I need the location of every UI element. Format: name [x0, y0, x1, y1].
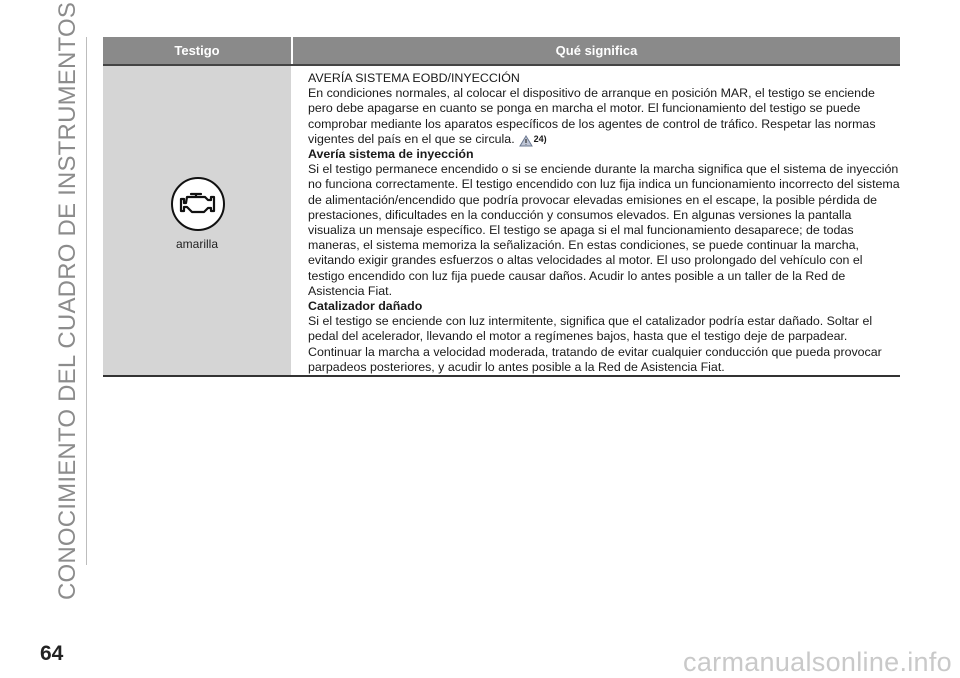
- intro-text: En condiciones normales, al colocar el dispositivo de arranque en posición MAR, el testigo se enciende pero debe apagarse en cuanto se ponga en marcha el motor. El funcionamiento del testigo se puede comprobar mediante los aparatos específicos de los agentes de control de tráfico. Respetar las normas vigentes del país en el que se circula.: [308, 86, 876, 146]
- page-number: 64: [40, 642, 64, 665]
- warning-triangle-icon: [519, 135, 533, 147]
- chapter-title-vertical: [40, 1, 96, 601]
- subsection-text-catalyst: Si el testigo se enciende con luz intermitente, significa que el catalizador podría estar dañado. Soltar el pedal del acelerador, llevando el motor a regímenes bajos, hasta que el testigo deje de parpadear. Continuar la marcha a velocidad moderada, tratando de evitar cualquier conducción que pueda provocar parpadeos posteriores, y acudir lo antes posible a la Red de Asistencia Fiat.: [308, 314, 882, 374]
- table-header-row: [103, 37, 900, 66]
- lamp-cell: [103, 66, 291, 375]
- subsection-title-catalyst: Catalizador dañado: [308, 299, 423, 314]
- warning-lamp-table: [103, 37, 900, 376]
- header-testigo: Testigo: [103, 37, 291, 64]
- table-row: [103, 66, 900, 377]
- header-significado: Qué significa: [293, 37, 900, 64]
- chapter-divider: [86, 37, 87, 565]
- warning-reference: [519, 132, 547, 147]
- engine-check-icon-svg: [178, 190, 218, 218]
- intro-paragraph: [308, 86, 900, 147]
- section-title: AVERÍA SISTEMA EOBD/INYECCIÓN: [308, 71, 520, 85]
- subsection-title-injection: Avería sistema de inyección: [308, 147, 474, 162]
- meaning-cell: [291, 66, 900, 375]
- engine-check-icon: [171, 177, 225, 231]
- subsection-text-injection: Si el testigo permanece encendido o si se enciende durante la marcha significa que el sistema de inyección no funciona correctamente. El testigo encendido con luz fija indica un funcionamiento incorrecto del sistema de alimentación/encendido que podría provocar elevadas emisiones en el escape, la posible pérdida de prestaciones, dificultades en la conducción y consumos elevados. En algunas versiones la pantalla visualiza un mensaje específico. El testigo se apaga si el mal funcionamiento desaparece; de todas maneras, el sistema memoriza la señalización. En estas condiciones, se puede continuar la marcha, evitando exigir grandes esfuerzos o altas velocidades al motor. El uso prolongado del vehículo con el testigo encendido con luz fija puede causar daños. Acudir lo antes posible a un taller de la Red de Asistencia Fiat.: [308, 162, 900, 298]
- watermark: carmanualsonline.info: [683, 647, 952, 677]
- chapter-title-text: CONOCIMIENTO DEL CUADRO DE INSTRUMENTOS: [54, 1, 82, 601]
- lamp-color-label: amarilla: [175, 237, 218, 251]
- warning-ref-number: 24): [533, 133, 547, 144]
